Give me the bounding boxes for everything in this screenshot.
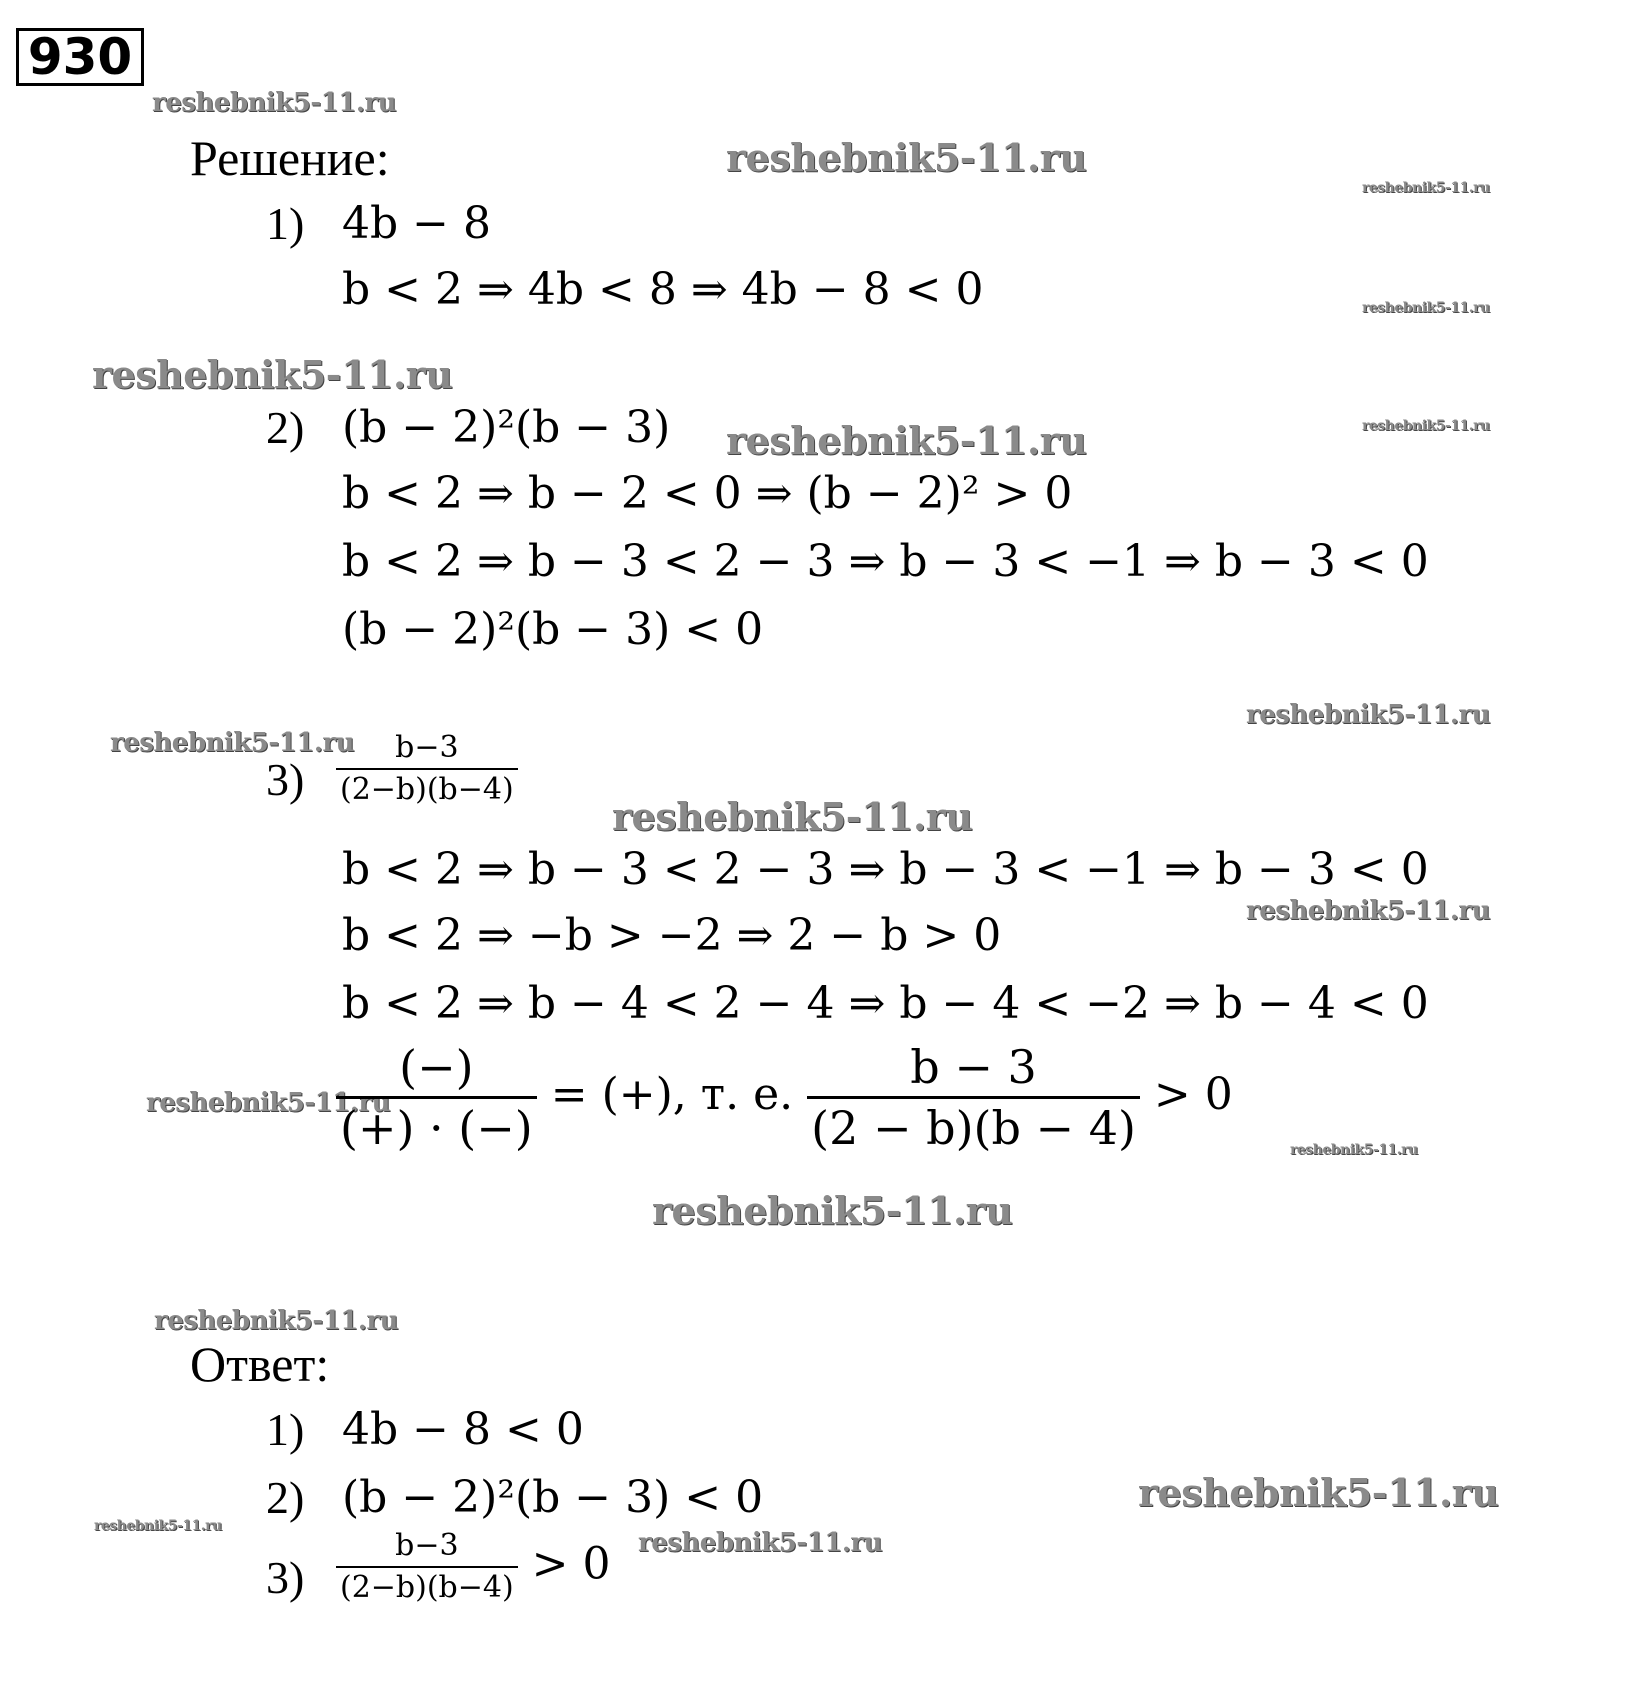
watermark: reshebnik5-11.ru <box>612 794 973 839</box>
p3-step-2: b < 2 ⇒ −b > −2 ⇒ 2 − b > 0 <box>342 910 1002 961</box>
watermark: reshebnik5-11.ru <box>1290 1142 1418 1158</box>
p1-step: b < 2 ⇒ 4b < 8 ⇒ 4b − 8 < 0 <box>342 264 984 315</box>
watermark: reshebnik5-11.ru <box>726 135 1087 180</box>
answer-2: (b − 2)²(b − 3) < 0 <box>342 1472 764 1523</box>
answer-1-label: 1) <box>266 1404 305 1455</box>
answer-3-label: 3) <box>266 1552 305 1603</box>
watermark: reshebnik5-11.ru <box>1362 180 1490 196</box>
item-2-label: 2) <box>266 402 305 453</box>
answer-heading: Ответ: <box>190 1336 330 1392</box>
conclusion-numerator: b − 3 <box>807 1038 1140 1099</box>
sign-result: = (+), т. е. <box>550 1069 794 1120</box>
solution-heading: Решение: <box>190 130 390 186</box>
p2-expression: (b − 2)²(b − 3) <box>342 402 671 453</box>
p3-denominator: (2−b)(b−4) <box>340 772 514 807</box>
watermark: reshebnik5-11.ru <box>1362 418 1490 434</box>
p1-expression: 4b − 8 <box>342 198 491 249</box>
conclusion-relation: > 0 <box>1153 1069 1233 1120</box>
sign-denominator: (+) · (−) <box>340 1101 533 1155</box>
watermark: reshebnik5-11.ru <box>92 352 453 397</box>
item-1-label: 1) <box>266 198 305 249</box>
watermark: reshebnik5-11.ru <box>726 418 1087 463</box>
answer-3-denominator: (2−b)(b−4) <box>340 1570 514 1605</box>
watermark: reshebnik5-11.ru <box>1246 700 1491 730</box>
answer-3-numerator: b−3 <box>336 1526 518 1568</box>
watermark: reshebnik5-11.ru <box>1362 300 1490 316</box>
answer-3 <box>336 1526 611 1608</box>
conclusion-denominator: (2 − b)(b − 4) <box>811 1101 1136 1155</box>
watermark: reshebnik5-11.ru <box>152 88 397 118</box>
p3-step-1: b < 2 ⇒ b − 3 < 2 − 3 ⇒ b − 3 < −1 ⇒ b − 3 < 0 <box>342 844 1429 895</box>
watermark: reshebnik5-11.ru <box>638 1528 883 1558</box>
answer-2-label: 2) <box>266 1472 305 1523</box>
sign-numerator: (−) <box>336 1038 537 1099</box>
watermark: reshebnik5-11.ru <box>110 728 355 758</box>
answer-3-relation: > 0 <box>531 1538 611 1590</box>
item-3-label: 3) <box>266 754 305 805</box>
watermark: reshebnik5-11.ru <box>146 1088 391 1118</box>
p3-fraction <box>336 728 518 810</box>
p3-numerator: b−3 <box>336 728 518 770</box>
watermark: reshebnik5-11.ru <box>652 1188 1013 1233</box>
sign-analysis <box>336 1038 1233 1157</box>
answer-1: 4b − 8 < 0 <box>342 1404 584 1455</box>
problem-number: 930 <box>16 28 144 86</box>
watermark: reshebnik5-11.ru <box>154 1306 399 1336</box>
p2-result: (b − 2)²(b − 3) < 0 <box>342 604 764 655</box>
p2-step-2: b < 2 ⇒ b − 3 < 2 − 3 ⇒ b − 3 < −1 ⇒ b − 3 < 0 <box>342 536 1429 587</box>
p2-step-1: b < 2 ⇒ b − 2 < 0 ⇒ (b − 2)² > 0 <box>342 468 1073 519</box>
watermark: reshebnik5-11.ru <box>1138 1470 1499 1515</box>
watermark: reshebnik5-11.ru <box>94 1518 222 1534</box>
watermark: reshebnik5-11.ru <box>1246 896 1491 926</box>
p3-step-3: b < 2 ⇒ b − 4 < 2 − 4 ⇒ b − 4 < −2 ⇒ b − 4 < 0 <box>342 978 1429 1029</box>
